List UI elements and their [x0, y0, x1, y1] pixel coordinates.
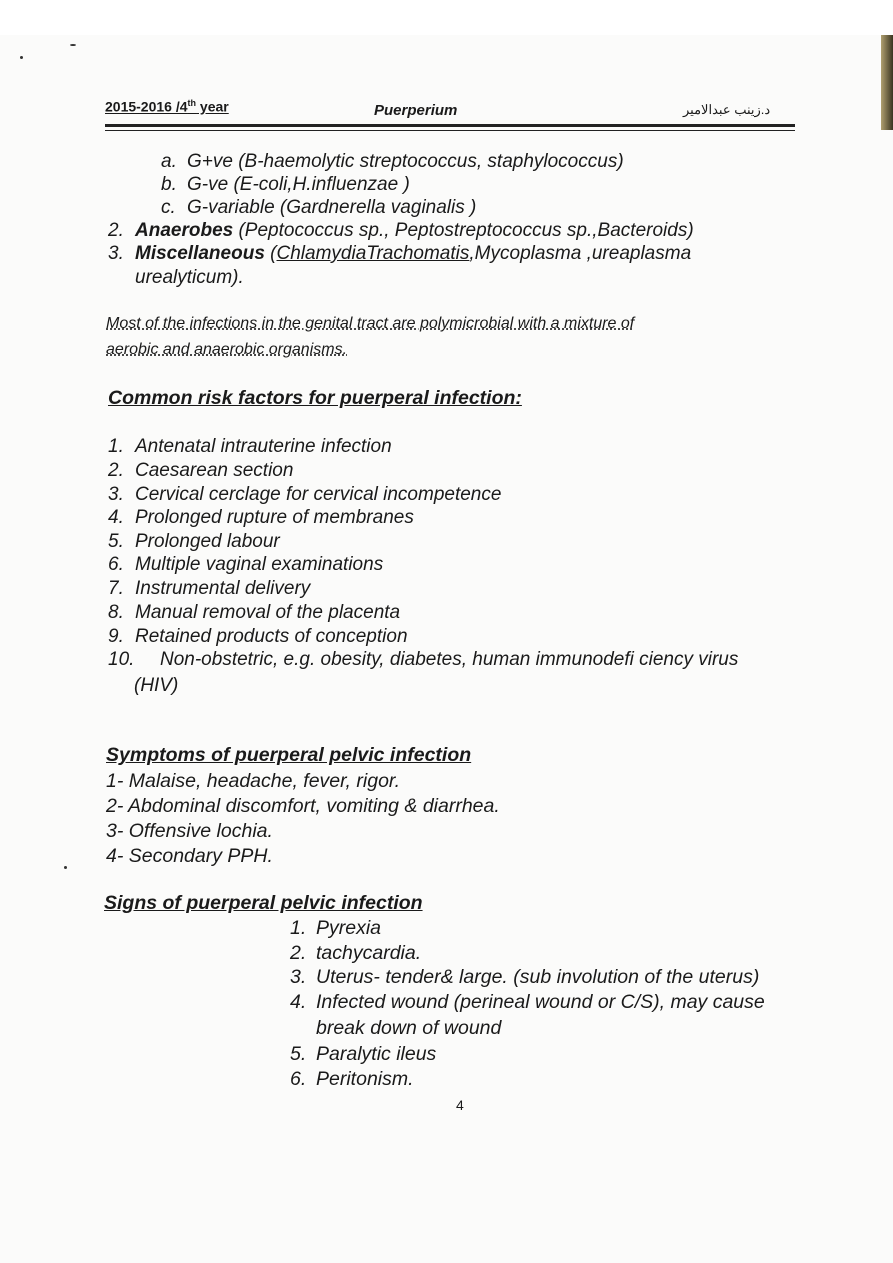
list-marker: 10. — [108, 649, 135, 670]
list-marker: 3. — [108, 484, 124, 505]
list-item-underlined: ChlamydiaTrachomatis — [276, 243, 470, 264]
scan-speck — [70, 44, 76, 46]
list-item-text: Infected wound (perineal wound or C/S), may cause — [316, 991, 765, 1013]
list-item-text: Prolonged rupture of membranes — [135, 507, 414, 528]
header-rule-thick — [105, 124, 795, 127]
list-item: 1- Malaise, headache, fever, rigor. — [106, 770, 401, 792]
list-marker: a. — [161, 151, 177, 172]
list-item-anaerobes — [108, 219, 694, 242]
page-number: 4 — [456, 1097, 464, 1113]
list-item — [161, 196, 476, 219]
list-marker: 2. — [108, 460, 124, 481]
list-marker: 7. — [108, 578, 124, 599]
list-marker: 3. — [290, 966, 307, 988]
list-item-text: Cervical cerclage for cervical incompetence — [135, 484, 502, 505]
list-item — [290, 1043, 436, 1066]
list-item — [290, 1068, 414, 1091]
list-marker: 6. — [108, 554, 124, 575]
list-item — [290, 917, 381, 940]
list-item — [108, 625, 408, 648]
list-marker: 4. — [290, 991, 307, 1013]
list-item-text: (Peptococcus sp., Peptostreptococcus sp.,Bacteroids) — [233, 220, 694, 241]
list-marker: 5. — [108, 531, 124, 552]
list-item-continuation: urealyticum). — [135, 267, 244, 288]
list-marker: 5. — [290, 1043, 307, 1065]
list-item: 4- Secondary PPH. — [106, 845, 273, 867]
list-item — [108, 459, 293, 482]
list-marker: b. — [161, 174, 177, 195]
scan-top-margin — [0, 0, 893, 35]
list-item — [290, 942, 421, 965]
list-item — [108, 601, 400, 624]
list-item — [290, 991, 765, 1014]
list-item — [108, 648, 738, 671]
header-year-suffix: year — [196, 98, 229, 115]
list-item-text: Prolonged labour — [135, 531, 280, 552]
list-item-text: G-variable (Gardnerella vaginalis ) — [187, 197, 477, 218]
list-marker: 1. — [290, 917, 307, 939]
list-item-bold: Anaerobes — [135, 220, 234, 241]
header-author: د.زينب عبدالامير — [683, 102, 771, 117]
list-item-text: Instrumental delivery — [135, 578, 311, 599]
list-item-text: Uterus- tender& large. (sub involution of the uterus) — [316, 966, 760, 988]
scan-edge — [881, 35, 893, 130]
list-marker: 3. — [108, 243, 124, 264]
section-heading-symptoms: Symptoms of puerperal pelvic infection — [106, 744, 472, 766]
list-item — [108, 435, 392, 458]
header-title: Puerperium — [374, 102, 458, 119]
note-line: Most of the infections in the genital tract are polymicrobial with a mixture of — [106, 315, 635, 332]
list-marker: 1. — [108, 436, 124, 457]
list-item-text: Paralytic ileus — [316, 1043, 437, 1065]
list-marker: 8. — [108, 602, 124, 623]
list-item-text: Retained products of conception — [135, 626, 408, 647]
list-item: 2- Abdominal discomfort, vomiting & diarrhea. — [106, 795, 500, 817]
list-item — [161, 173, 410, 196]
list-item-bold: Miscellaneous — [135, 243, 265, 264]
list-item-text: Caesarean section — [135, 460, 294, 481]
scan-speck — [20, 56, 23, 59]
list-item-text: G-ve (E-coli,H.influenzae ) — [187, 174, 410, 195]
list-item-text: Pyrexia — [316, 917, 382, 939]
list-item-text: ( — [264, 243, 277, 264]
list-item-text: Non-obstetric, e.g. obesity, diabetes, human immunodefi ciency virus — [160, 649, 739, 670]
list-item-text: Antenatal intrauterine infection — [135, 436, 392, 457]
list-item — [108, 483, 501, 506]
list-item-text: G+ve (B-haemolytic streptococcus, staphylococcus) — [187, 151, 624, 172]
list-item-miscellaneous — [108, 242, 691, 265]
list-marker: 9. — [108, 626, 124, 647]
scan-speck — [64, 866, 67, 869]
section-heading-signs: Signs of puerperal pelvic infection — [104, 892, 423, 914]
header-year-sup: th — [187, 98, 197, 108]
list-item-continuation: break down of wound — [316, 1017, 502, 1039]
list-item-text: tachycardia. — [316, 942, 422, 964]
header-rule-thin — [105, 130, 795, 131]
list-item-text: ,Mycoplasma ,ureaplasma — [469, 243, 692, 264]
list-item: 3- Offensive lochia. — [106, 820, 273, 842]
header-year-text: 2015-2016 /4 — [105, 98, 188, 115]
list-item — [108, 577, 310, 600]
list-marker: 2. — [290, 942, 307, 964]
list-item — [290, 966, 759, 989]
header-year — [105, 98, 229, 115]
list-item — [108, 506, 414, 529]
list-item — [161, 150, 624, 173]
list-item — [108, 530, 280, 553]
note-line: aerobic and anaerobic organisms. — [106, 341, 348, 358]
list-marker: 4. — [108, 507, 124, 528]
list-item-text: Manual removal of the placenta — [135, 602, 401, 623]
list-marker: 2. — [108, 220, 124, 241]
list-item-continuation: (HIV) — [134, 675, 179, 696]
list-item-text: Multiple vaginal examinations — [135, 554, 384, 575]
list-marker: 6. — [290, 1068, 307, 1090]
list-marker: c. — [161, 197, 176, 218]
list-item-text: Peritonism. — [316, 1068, 414, 1090]
list-item — [108, 553, 383, 576]
section-heading-risk: Common risk factors for puerperal infection: — [108, 387, 522, 409]
